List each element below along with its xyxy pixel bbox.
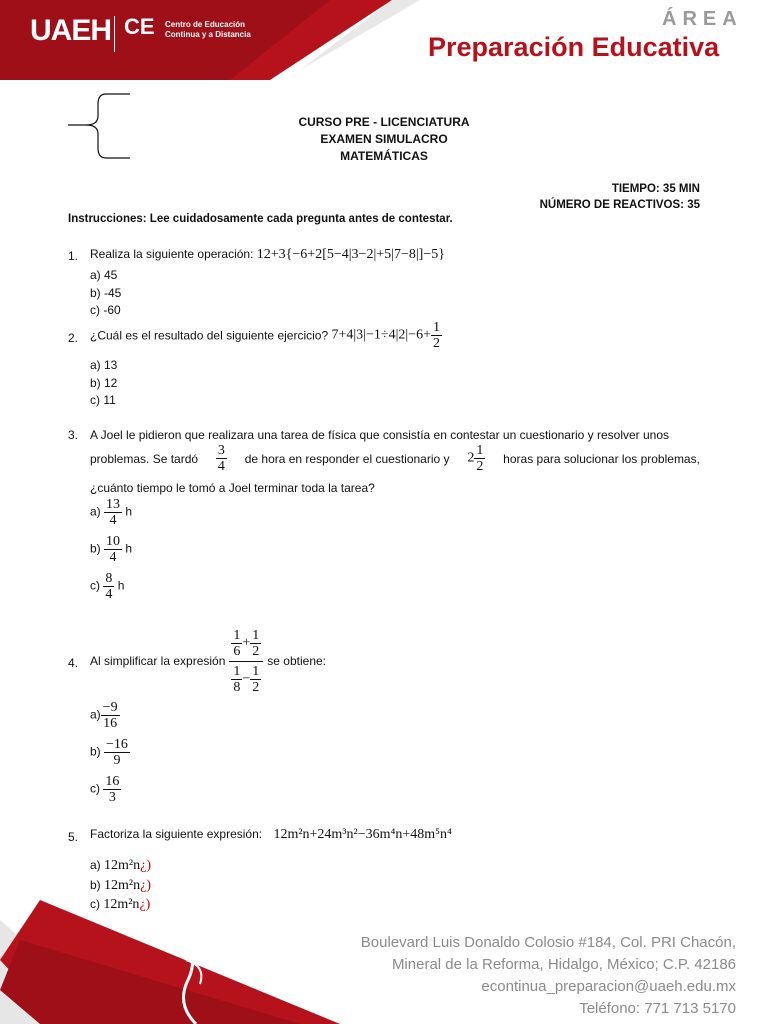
option-b: b) $\frac{10}{4}$ h [90,534,133,565]
option-c: c) 11 [90,393,116,407]
expression: 7+4|3|−1÷4|2|−6+ [331,327,431,343]
cecd-logo: CE [124,14,155,39]
option-c: c) -60 [90,303,121,317]
question-number: 4. [68,656,79,670]
option-a: a) 45 [90,268,118,282]
option-b: b) 12m²n¿) [90,878,151,893]
option-c: c) 12m²n¿) [90,897,151,912]
course-title: CURSO PRE - LICENCIATURA [298,115,470,129]
footer-address: Boulevard Luis Donaldo Colosio #184, Col. PRI Chacón, Mineral de la Reforma, Hidalgo, México; C.P. 42186 econtinua_preparacion@uaeh.edu.mx Teléfono: 771 713 5170 [360,934,736,1017]
option-a: a) $\frac{-9}{16}$ [90,700,118,731]
option-b: b) 12 [90,376,118,390]
uaeh-logo: UAEH [30,14,112,47]
option-c: c) $\frac{8}{4}$ h [90,571,125,602]
area-label: ÁREA [662,8,743,30]
option-a: a) 13 [90,358,118,372]
expression: 12m²n+24m³n²−36m⁴n+48m⁵n⁴ [273,827,452,842]
option-a: a) $\frac{13}{4}$ h [90,497,133,528]
question-3-line1: A Joel le pidieron que realizara una tarea de física que consistía en contestar un cuestionario y resolver unos [90,428,670,442]
instructions: Instrucciones: Lee cuidadosamente cada pregunta antes de contestar. [68,213,453,225]
complex-fraction: $\frac{1}{6}$ + $\frac{1}{2}$ $\frac{1}{8}$ − $\frac{1}{2}$ [229,628,263,695]
subject-title: MATEMÁTICAS [340,149,428,163]
question-3-line3: ¿cuánto tiempo le tomó a Joel terminar toda la tarea? [90,481,375,495]
question-1: Realiza la siguiente operación: 12+3{−6+2[5−4|3−2|+5|7−8|]−5} [90,247,445,262]
cecd-logo-text: Centro de Educación Continua y a Distancia [165,20,251,39]
logo-divider [114,16,115,52]
exam-title: EXAMEN SIMULACRO [320,132,448,146]
question-5: Factoriza la siguiente expresión: 12m²n+24m³n²−36m⁴n+48m⁵n⁴ [90,827,452,842]
expression: 12+3{−6+2[5−4|3−2|+5|7−8|]−5} [256,247,445,262]
area-title: Preparación Educativa [428,32,720,62]
time-info: TIEMPO: 35 MIN [611,183,700,195]
option-b: b) $\frac{-16}{9}$ [90,737,128,768]
question-3-line2: problemas. Se tardó $\frac{3}{4}$ de hora en responder el cuestionario y 2 $\frac{1}{2}$ horas para solucionar los problemas, [90,443,700,474]
question-number: 5. [68,830,79,844]
question-number: 3. [68,428,79,442]
option-c: c) $\frac{16}{3}$ [90,774,120,805]
fraction: $\frac{1}{2}$ [432,320,440,351]
question-number: 2. [68,331,79,345]
option-b: b) -45 [90,286,122,300]
question-4: Al simplificar la expresión $\frac{1}{6}$ + $\frac{1}{2}$ $\frac{1}{8}$ − $\frac{1}{2}$ se obtiene: [90,627,327,695]
option-a: a) 12m²n¿) [90,858,151,873]
items-info: NÚMERO DE REACTIVOS: 35 [539,199,700,211]
question-number: 1. [68,249,79,263]
footer-banner [0,900,340,1024]
question-2: ¿Cuál es el resultado del siguiente ejercicio? 7+4|3|−1÷4|2|−6+ $\frac{1}{2}$ [90,320,440,351]
